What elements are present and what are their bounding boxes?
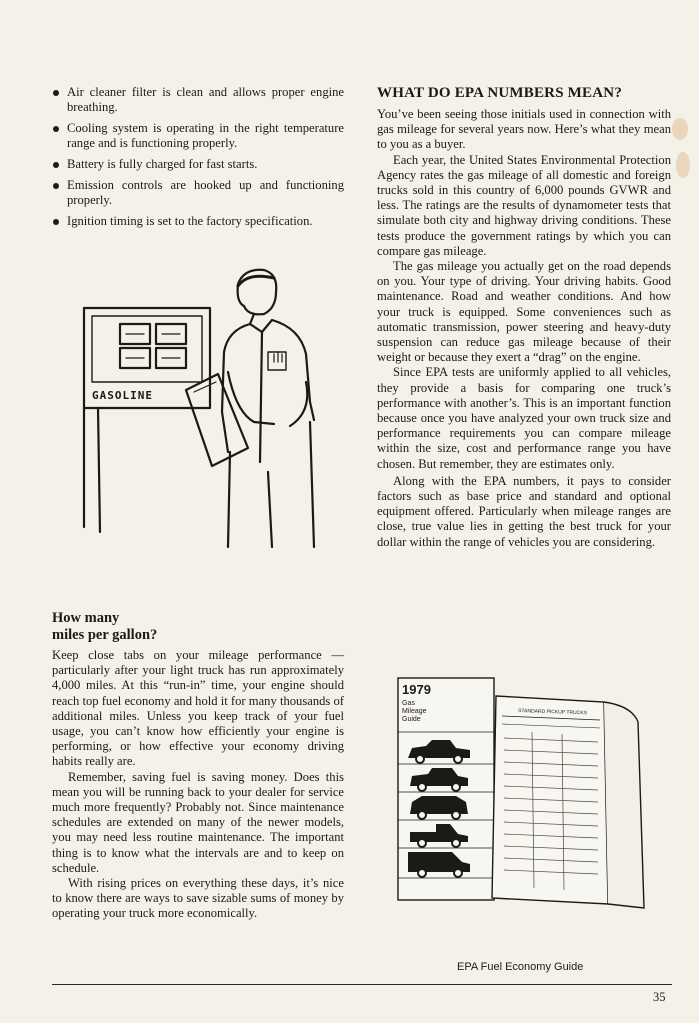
mechanic-illustration: [78, 262, 348, 552]
clipboard: [186, 374, 248, 466]
guide-year: 1979: [402, 682, 431, 697]
checklist-item: Air cleaner filter is clean and allows proper engine breathing.: [52, 85, 344, 115]
figure-caption: EPA Fuel Economy Guide: [457, 961, 584, 973]
checklist-item: Cooling system is operating in the right temperature range and is functioning properly.: [52, 121, 344, 151]
article-paragraph: Keep close tabs on your mileage performance — particularly after your light truck has run approximately 4,000 miles. At this “run-in” time, your engine should reach top fuel economy and hold it for many thousands of additional miles. Unless you keep track of your fuel usage, you can’t know how efficiently your engine is performing, or how effective your economy driving habits really are.: [52, 648, 344, 769]
article-paragraph: Each year, the United States Environmental Protection Agency rates the gas mileage of all domestic and foreign trucks sold in this country of 6,000 pounds GVWR and less. The ratings are the results of dynamometer tests that simulate both city and highway driving conditions. These tests produce the government ratings by which you can compare gas mileage.: [377, 152, 671, 258]
guide-title-line: Mileage: [402, 708, 427, 715]
checklist-item: Ignition timing is set to the factory specification.: [52, 214, 344, 229]
article-paragraph: Remember, saving fuel is saving money. Does this mean you will be running back to your dealer for service much more frequently? Probably not. Since maintenance schedules are extended on many of the newer models, you may need less routine maintenance. The important thing is to know what the intervals are and to keep on schedule.: [52, 769, 344, 875]
heading-line: How many: [52, 610, 120, 626]
section-heading-epa: WHAT DO EPA NUMBERS MEAN?: [377, 85, 623, 101]
guide-title-line: Guide: [402, 716, 421, 723]
checklist-item: Battery is fully charged for fast starts.: [52, 157, 344, 172]
mpg-article-body: [52, 648, 344, 922]
guide-table-title: STANDARD PICKUP TRUCKS: [517, 708, 588, 717]
heading-line: miles per gallon?: [52, 627, 158, 643]
paper-stain: [676, 152, 690, 178]
guide-title-line: Gas: [402, 700, 415, 707]
checklist-item: Emission controls are hooked up and functioning properly.: [52, 178, 344, 208]
footer-rule: [52, 984, 672, 985]
paper-stain: [672, 118, 688, 140]
left-column: [52, 85, 344, 235]
article-paragraph: The gas mileage you actually get on the road depends on you. Your type of driving. Your driving habits. Good maintenance. Road and weather conditions. And how your truck is equipped. Some conveniences such as automatic transmission, power steering and heavy-duty suspension can reduce gas mileage because of their weight or because they exert a “drag” on the engine.: [377, 259, 671, 365]
maintenance-checklist: [52, 85, 344, 229]
article-paragraph: You’ve been seeing those initials used in connection with gas mileage for several years now. Here’s what they mean to you as a buyer.: [377, 107, 671, 152]
pump-sign-label: GASOLINE: [92, 389, 153, 402]
article-paragraph: Along with the EPA numbers, it pays to consider factors such as base price and standard and optional equipment offered. Particularly when mileage ranges are close, true value lies in getting the best truck for your dollar within the range of vehicles you are considering.: [377, 473, 671, 549]
article-paragraph: With rising prices on everything these days, it’s nice to know there are ways to save sizable sums of money by operating your truck more economically.: [52, 876, 344, 921]
page-number: 35: [653, 990, 666, 1004]
fuel-economy-guide-image: [392, 672, 652, 912]
section-heading-mpg: [52, 610, 252, 644]
article-paragraph: Since EPA tests are uniformly applied to all vehicles, they provide a basis for comparing one truck’s performance with another’s. This is an important function because once you have analyzed your own truck size and performance requirements you can compare mileage within the size, cost and performance range you have chosen. But remember, they are estimates only.: [377, 365, 671, 471]
right-column: [377, 85, 671, 550]
